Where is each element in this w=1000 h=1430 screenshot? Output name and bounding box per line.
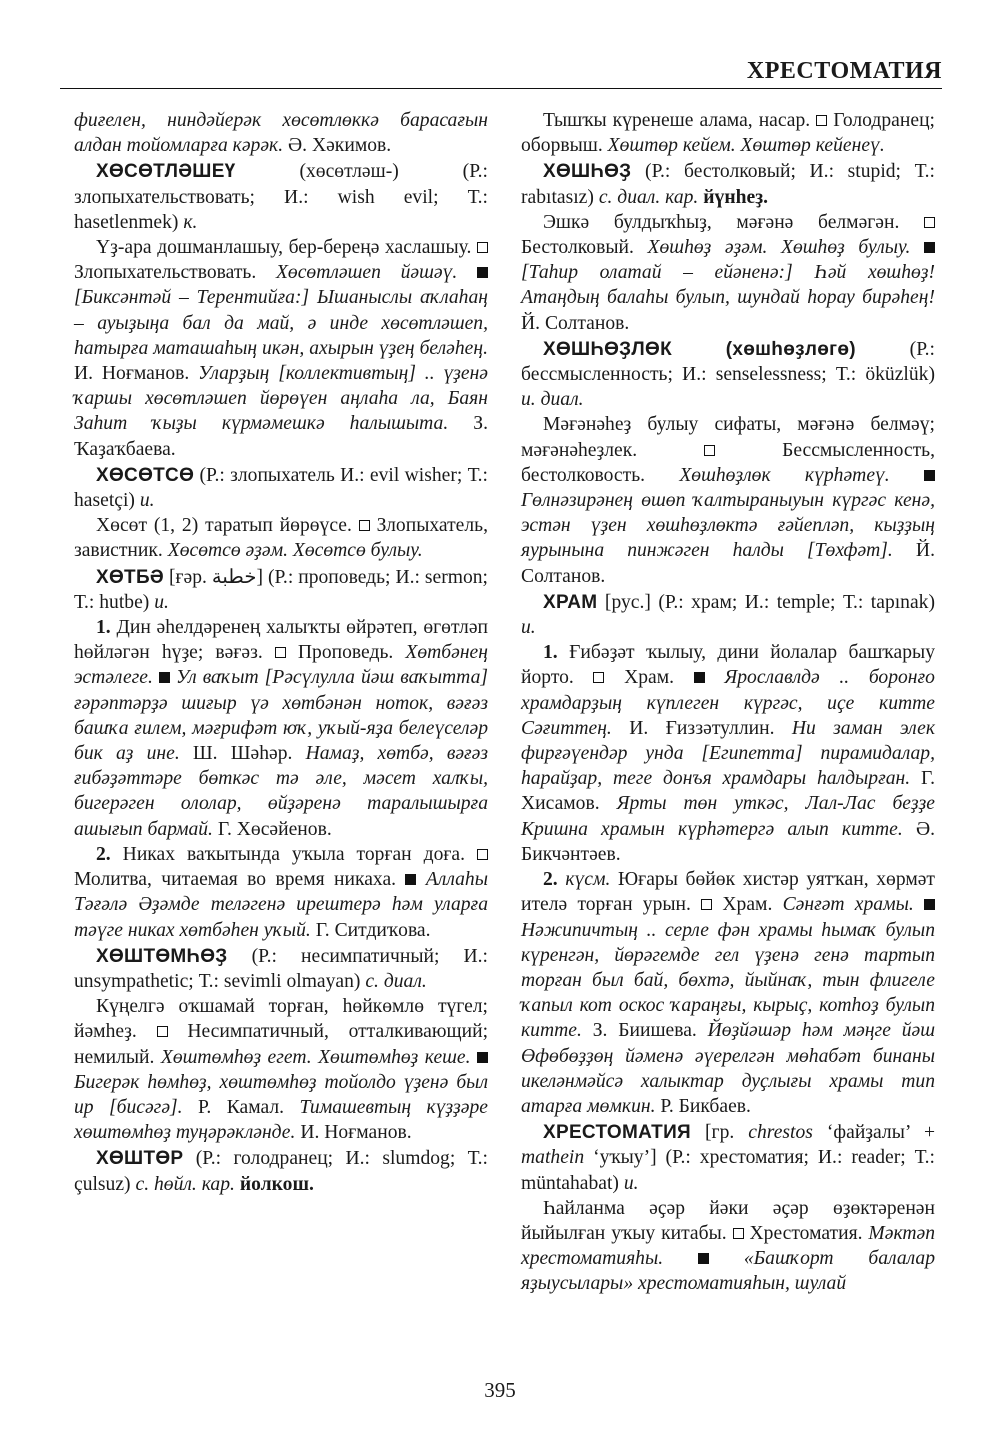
arabic-etymology: خطبة xyxy=(211,566,257,588)
russian-equivalent-marker xyxy=(477,242,488,253)
headword: ХӨШҺӨҘЛӨК xyxy=(543,338,672,360)
citation-marker xyxy=(477,267,488,278)
definition: Күңелгә оҡшамай торған, һөйкөмлө түгел; йәмһеҙ. Несимпатичный, отталкивающий; немилый. Хөштөмһөҙ егет. Хөштөмһөҙ кеше. Бигерәк һөмһөҙ, хөштөмһөҙ тойолдо үҙенә был ир [бисәгә]. Р. Камал. Тимашевтың күҙҙәре хөштөмһөҙ туңәрәкләнде. И. Ноғманов. xyxy=(74,996,489,1144)
dictionary-entry: ХӨСӨТСӨ (Р.: злопыхатель И.: evil wisher; Т.: hasetçi) и. xyxy=(74,464,488,512)
dictionary-entry: ХӨШҺӨҘЛӨК (хөшһөҙлөгө) (Р.: бессмысленность; И.: senselessness; Т.: öküzlük) и. диал. xyxy=(521,338,935,411)
page-number: 395 xyxy=(484,1378,516,1402)
headword: ХӨШҺӨҘ xyxy=(543,161,632,183)
citation-marker xyxy=(405,874,416,885)
russian-equivalent-marker xyxy=(733,1228,744,1239)
russian-equivalent-marker xyxy=(157,1026,168,1037)
dictionary-entry: ХӨТБӘ [ғәр. خطبة] (Р.: проповедь; И.: sermon; Т.: hutbe) и. xyxy=(74,566,489,613)
citation-marker xyxy=(694,672,705,683)
headword: ХРЕСТОМАТИЯ xyxy=(543,1122,691,1144)
dictionary-entry: ХӨШҺӨҘ (Р.: бестолковый; И.: stupid; Т.: rabıtasız) с. диал. кар. йүнһеҙ. xyxy=(521,161,935,208)
running-header xyxy=(60,52,942,89)
sense: 2. күсм. Юғары бөйөк хистәр уятҡан, хөрмәт ителә торған урын. Храм. Сәнғәт храмы. Нәжипичтың .. серле фән храмы һымаҡ булып күренгән, йөрәгемде гел үҙенә генә тартып торған был бай, бөхтә, йыйнаҡ, тын флигеле ҡапыл кот оскос ҡараңғы, кырыҫ, котһоҙ булып китте. З. Биишева. Йөҙйәшәр һәм мәңге йәш Өфөбөҙҙөң йәменә әүерелгән мөһабәт бинаны икеләнмәйсә халыктар дуҫлығы храмы тип атарға мөмкин. Р. Бикбаев. xyxy=(521,869,935,1117)
headword: ХРАМ xyxy=(543,591,598,613)
citation-marker xyxy=(698,1253,709,1264)
continued-entry: Тышҡы күренеше алама, насар. Голодранец; оборвыш. Хөштөр кейем. Хөштөр кейенеү. xyxy=(521,110,935,157)
headword: ХӨСӨТЛӘШЕҮ xyxy=(96,161,236,183)
dictionary-entry: ХӨШТӨР (Р.: голодранец; И.: slumdog; Т.: çulsuz) с. һөйл. кар. йолкош. xyxy=(74,1148,488,1195)
russian-equivalent-marker xyxy=(359,520,370,531)
definition: Һайланма әҫәр йәки әҫәр өҙөктәренән йыйылған уҡыу китабы. Хрестоматия. Мәктәп хрестоматияһы. «Башҡорт балалар яҙыусылары» хрестоматияһын, шулай xyxy=(521,1197,935,1295)
citation-marker xyxy=(924,899,935,910)
dictionary-entry: ХРАМ [рус.] (Р.: храм; И.: temple; Т.: tapınak) и. xyxy=(521,591,935,639)
headword: ХӨШТӨР xyxy=(96,1148,184,1170)
russian-equivalent-marker xyxy=(704,445,715,456)
dictionary-entry: ХӨСӨТЛӘШЕҮ (хөсөтләш-) (Р.: злопыхательствовать; И.: wish evil; Т.: hasetlenmek) к. xyxy=(74,161,488,233)
dictionary-entry: ХӨШТӨМҺӨҘ (Р.: несимпатичный; И.: unsympathetic; Т.: sevimli olmayan) с. диал. xyxy=(74,945,488,992)
russian-equivalent-marker xyxy=(275,647,286,658)
russian-equivalent-marker xyxy=(816,115,827,126)
russian-equivalent-marker xyxy=(477,849,488,860)
sense: 2. Никах ваҡытында уҡыла торған доға. Молитва, читаемая во время никаха. Аллаһы Тәғәлә Әҙәмде теләгенә ирештерә һәм уларға тәүге никах хөтбәһен уҡый. Г. Ситдиҡова. xyxy=(74,843,488,941)
sense: 1. Ғибәҙәт ҡылыу, дини йолалар башҡарыу йорто. Храм. Ярославлдә .. боронғо храмдарҙың күплеген күргәс, иҫе китте Сәғиттең. И. Ғиззәтуллин. Ни заман элек фирғәүендәр унда [Египетта] пирамидалар, һарайҙар, теге донъя храмдары һалдырған. Г. Хисамов. Ярты төн уткәс, Лал-Лас беҙҙе Кришна храмын күрһәтергә алып китте. Ә. Бикчәнтәев. xyxy=(521,642,935,865)
citation-marker xyxy=(159,672,170,683)
definition: Мәғәнәһеҙ булыу сифаты, мәғәнә белмәү; мәғәнәһеҙлек. Бессмысленность, бестолковость. Хөшһөҙлөк күрһәтеү. Гөлнәзирәнең өшөп ҡалтыраныуын күргәс кенә, эстән үҙен хөшһөҙлөктә ғәйепләп, кыҙҙың яурынына пинжәген һалды [Төхфәт]. Й. Солтанов. xyxy=(521,414,935,587)
definition: Эшкә булдыҡһыҙ, мәғәнә белмәгән. Бестолковый. Хөшһөҙ әҙәм. Хөшһөҙ булыу. [Таһир олатай – ейәненә:] Һәй хөшһөҙ! Атаңдың балаһы булып, шундай һорау бирәһең! Й. Солтанов. xyxy=(521,211,935,334)
russian-equivalent-marker xyxy=(924,217,935,228)
russian-equivalent-marker xyxy=(701,899,712,910)
continued-entry: фиғелен, ниндәйерәк хөсөтлөккә барасағын алдан тойомларға кәрәк. Ә. Хәкимов. xyxy=(74,110,488,157)
citation-marker xyxy=(924,470,935,481)
running-header-title: ХРЕСТОМАТИЯ xyxy=(746,58,942,84)
sense: 1. Дин әһелдәренең халыҡты өйрәтеп, өгөтләп һөйләгән һүҙе; вәғәз. Проповедь. Хөтбәнең эстәлеге. Ул ваҡыт [Рәсүлулла йәш ваҡытта] ғәрәптәрҙә шиғыр үә хөтбәнән ноток, вәғәз башҡа ғилем, мәғрифәт юҡ, уҡый-яҙа белеүселәр бик аҙ ине. Ш. Шәһәр. Намаҙ, хөтбә, вәғәз ғибәҙәттәре бөткәс тә әле, мәсет халҡы, бигерәген ололар, өйҙәренә таралышырға ашығып бармай. Г. Хөсәйенов. xyxy=(74,617,489,840)
headword: ХӨСӨТСӨ xyxy=(96,464,195,486)
citation-marker xyxy=(924,242,935,253)
right-column xyxy=(521,108,935,1297)
dictionary-entry: ХРЕСТОМАТИЯ [гр. chrestos ‘файҙалы’ + mathein ‘уҡыу’] (Р.: хрестоматия; И.: reader; Т.: müntahabat) и. xyxy=(521,1122,935,1194)
definition: Хөсөт (1, 2) таратып йөрөүсе. Злопыхатель, завистник. Хөсөтсө әҙәм. Хөсөтсө булыу. xyxy=(74,515,488,562)
definition: Үҙ-ара дошманлашыу, бер-береңә хаслашыу. Злопыхательствовать. Хөсөтләшеп йәшәү. [Биксәнтәй – Терентийға:] Ышаныслы аҡлаһаң – ауыҙыңа бал да май, ә инде хөсөтләшеп, һатырға маташаһың икән, ахырын үҙең беләһең. И. Ноғманов. Уларҙың [коллективтың] .. үҙенә ҡаршы хөсөтләшеп йөрөүен аңлаһа ла, Баян Заһит ҡыҙы күрмәмешкә һалышыта. З. Ҡаҙаҡбаева. xyxy=(74,237,489,460)
citation-marker xyxy=(477,1052,488,1063)
russian-equivalent-marker xyxy=(593,672,604,683)
left-column xyxy=(74,108,488,1197)
headword: ХӨШТӨМҺӨҘ xyxy=(96,945,228,967)
headword: ХӨТБӘ xyxy=(96,566,165,588)
